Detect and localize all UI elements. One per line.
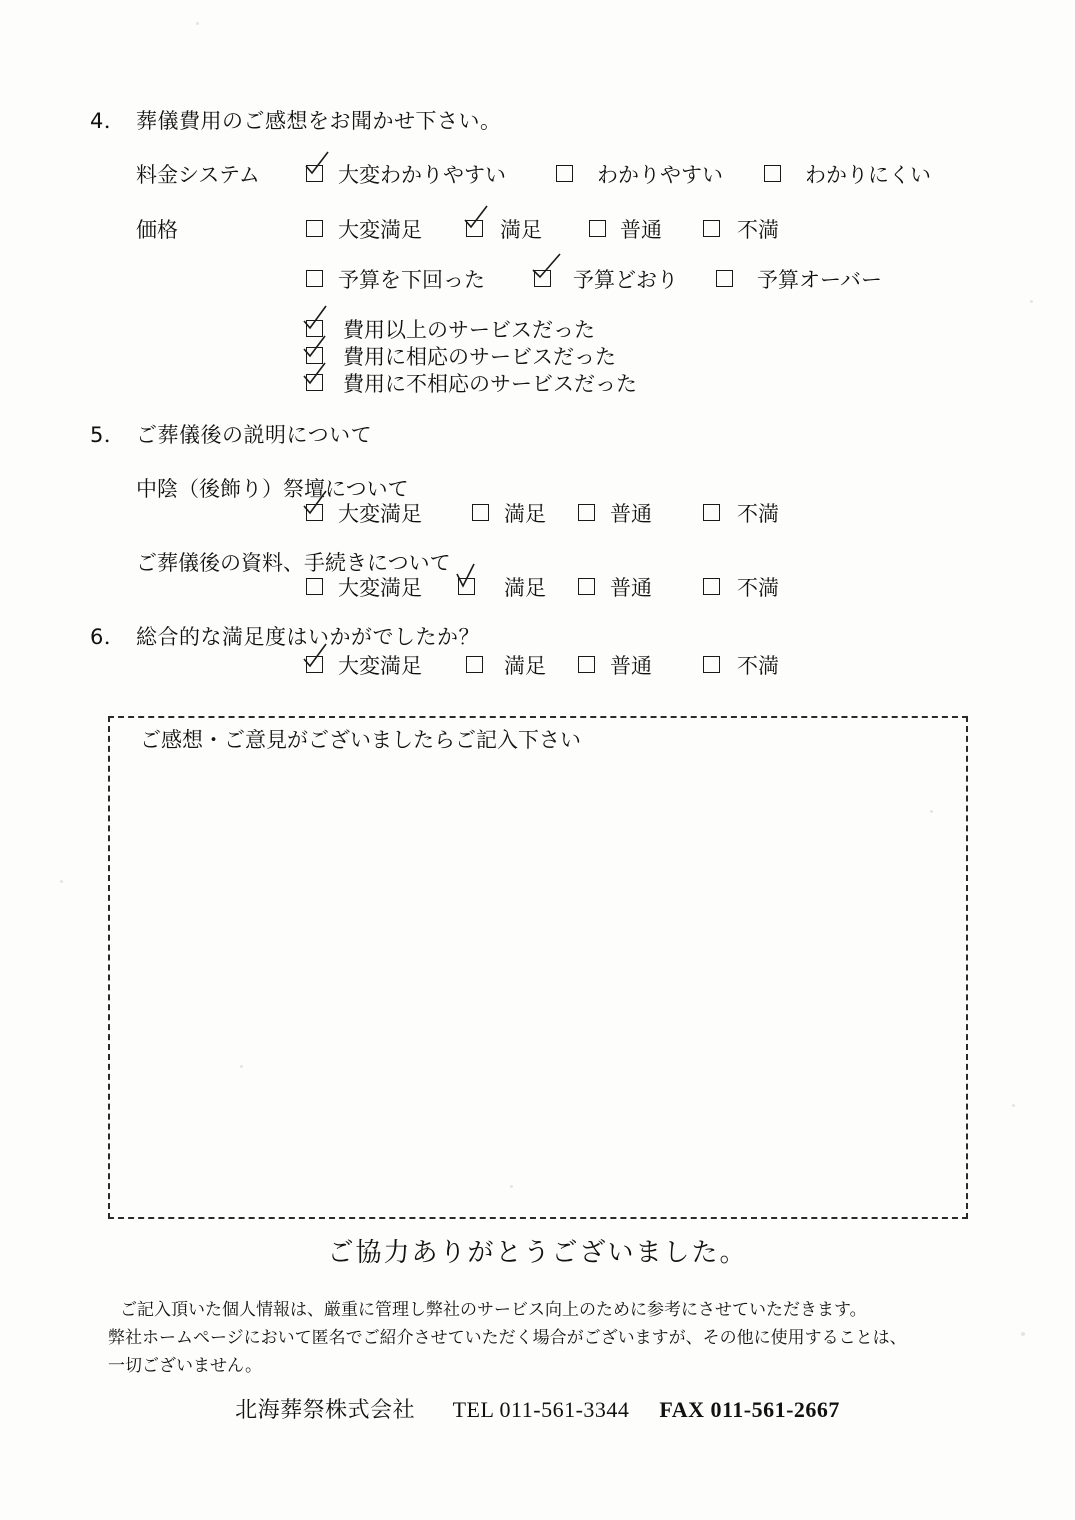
checkbox-service-value-2[interactable] <box>306 374 323 391</box>
option-label-budget-2[interactable]: 予算オーバー <box>757 268 882 292</box>
scan-speck <box>1021 1332 1025 1336</box>
footer-contact <box>0 1393 1075 1424</box>
option-label-overall-1[interactable]: 満足 <box>504 654 546 678</box>
option-label-altar-1[interactable]: 満足 <box>504 502 546 526</box>
checkbox-altar-3[interactable] <box>703 504 720 521</box>
checkbox-altar-1[interactable] <box>472 504 489 521</box>
checkbox-overall-0[interactable] <box>306 656 323 673</box>
checkbox-budget-1[interactable] <box>534 270 551 287</box>
checkbox-documents-2[interactable] <box>578 578 595 595</box>
question-6-text: 総合的な満足度はいかがでしたか？ <box>136 625 480 649</box>
checkbox-price-2[interactable] <box>589 220 606 237</box>
question-6-number: 6． <box>90 625 126 649</box>
privacy-line-1: ご記入頂いた個人情報は、厳重に管理し弊社のサービス向上のために参考にさせていただきます。 <box>120 1300 867 1320</box>
comment-textarea[interactable] <box>108 716 968 1219</box>
scan-speck <box>1030 300 1033 303</box>
question-4-number: 4． <box>90 109 126 133</box>
scan-speck <box>196 22 199 25</box>
subsection-label-altar: 中陰（後飾り）祭壇について <box>136 477 409 501</box>
checkbox-overall-2[interactable] <box>578 656 595 673</box>
checkbox-altar-2[interactable] <box>578 504 595 521</box>
checkbox-pricing-system-1[interactable] <box>556 165 573 182</box>
subsection-label-documents: ご葬儀後の資料、手続きについて <box>136 551 451 575</box>
option-label-altar-2[interactable]: 普通 <box>610 502 652 526</box>
option-label-service-value-2[interactable]: 費用に不相応のサービスだった <box>343 372 637 396</box>
privacy-line-3: 一切ございません。 <box>108 1356 263 1376</box>
fax-number: FAX 011-561-2667 <box>659 1397 840 1422</box>
option-label-price-2[interactable]: 普通 <box>620 218 662 242</box>
checkbox-documents-1[interactable] <box>458 578 475 595</box>
option-label-documents-0[interactable]: 大変満足 <box>338 576 422 600</box>
option-label-documents-3[interactable]: 不満 <box>737 576 779 600</box>
checkbox-documents-3[interactable] <box>703 578 720 595</box>
checkbox-overall-3[interactable] <box>703 656 720 673</box>
checkbox-price-3[interactable] <box>703 220 720 237</box>
option-label-pricing-system-2[interactable]: わかりにくい <box>805 163 931 187</box>
checkbox-service-value-1[interactable] <box>306 347 323 364</box>
question-4-text: 葬儀費用のご感想をお聞かせ下さい。 <box>136 109 502 133</box>
row-label-price: 価格 <box>136 218 178 242</box>
option-label-overall-0[interactable]: 大変満足 <box>338 654 422 678</box>
option-label-budget-0[interactable]: 予算を下回った <box>338 268 485 292</box>
option-label-altar-0[interactable]: 大変満足 <box>338 502 422 526</box>
option-label-price-1[interactable]: 満足 <box>500 218 542 242</box>
checkbox-documents-0[interactable] <box>306 578 323 595</box>
checkbox-service-value-0[interactable] <box>306 320 323 337</box>
option-label-service-value-1[interactable]: 費用に相応のサービスだった <box>343 345 616 369</box>
question-5-text: ご葬儀後の説明について <box>136 423 373 447</box>
row-label-pricing-system: 料金システム <box>136 163 260 187</box>
option-label-price-3[interactable]: 不満 <box>737 218 779 242</box>
checkbox-altar-0[interactable] <box>306 504 323 521</box>
checkbox-budget-2[interactable] <box>716 270 733 287</box>
option-label-overall-3[interactable]: 不満 <box>737 654 779 678</box>
checkbox-price-1[interactable] <box>466 220 483 237</box>
option-label-pricing-system-1[interactable]: わかりやすい <box>597 163 723 187</box>
thanks-message: ご協力ありがとうございました。 <box>327 1238 748 1268</box>
question-5-number: 5． <box>90 423 126 447</box>
checkbox-pricing-system-2[interactable] <box>764 165 781 182</box>
option-label-overall-2[interactable]: 普通 <box>610 654 652 678</box>
option-label-altar-3[interactable]: 不満 <box>737 502 779 526</box>
privacy-line-2: 弊社ホームページにおいて匿名でご紹介させていただく場合がございますが、その他に使用することは、 <box>108 1328 907 1348</box>
option-label-pricing-system-0[interactable]: 大変わかりやすい <box>338 163 506 187</box>
option-label-documents-2[interactable]: 普通 <box>610 576 652 600</box>
option-label-budget-1[interactable]: 予算どおり <box>573 268 678 292</box>
checkbox-overall-1[interactable] <box>466 656 483 673</box>
scan-speck <box>60 880 63 883</box>
option-label-documents-1[interactable]: 満足 <box>504 576 546 600</box>
option-label-price-0[interactable]: 大変満足 <box>338 218 422 242</box>
checkbox-price-0[interactable] <box>306 220 323 237</box>
option-label-service-value-0[interactable]: 費用以上のサービスだった <box>343 318 595 342</box>
checkbox-budget-0[interactable] <box>306 270 323 287</box>
company-name: 北海葬祭株式会社 <box>235 1398 416 1423</box>
scan-speck <box>1012 1104 1015 1107</box>
telephone-number: TEL 011-561-3344 <box>452 1397 630 1422</box>
comment-placeholder: ご感想・ご意見がございましたらご記入下さい <box>140 728 581 752</box>
checkbox-pricing-system-0[interactable] <box>306 165 323 182</box>
